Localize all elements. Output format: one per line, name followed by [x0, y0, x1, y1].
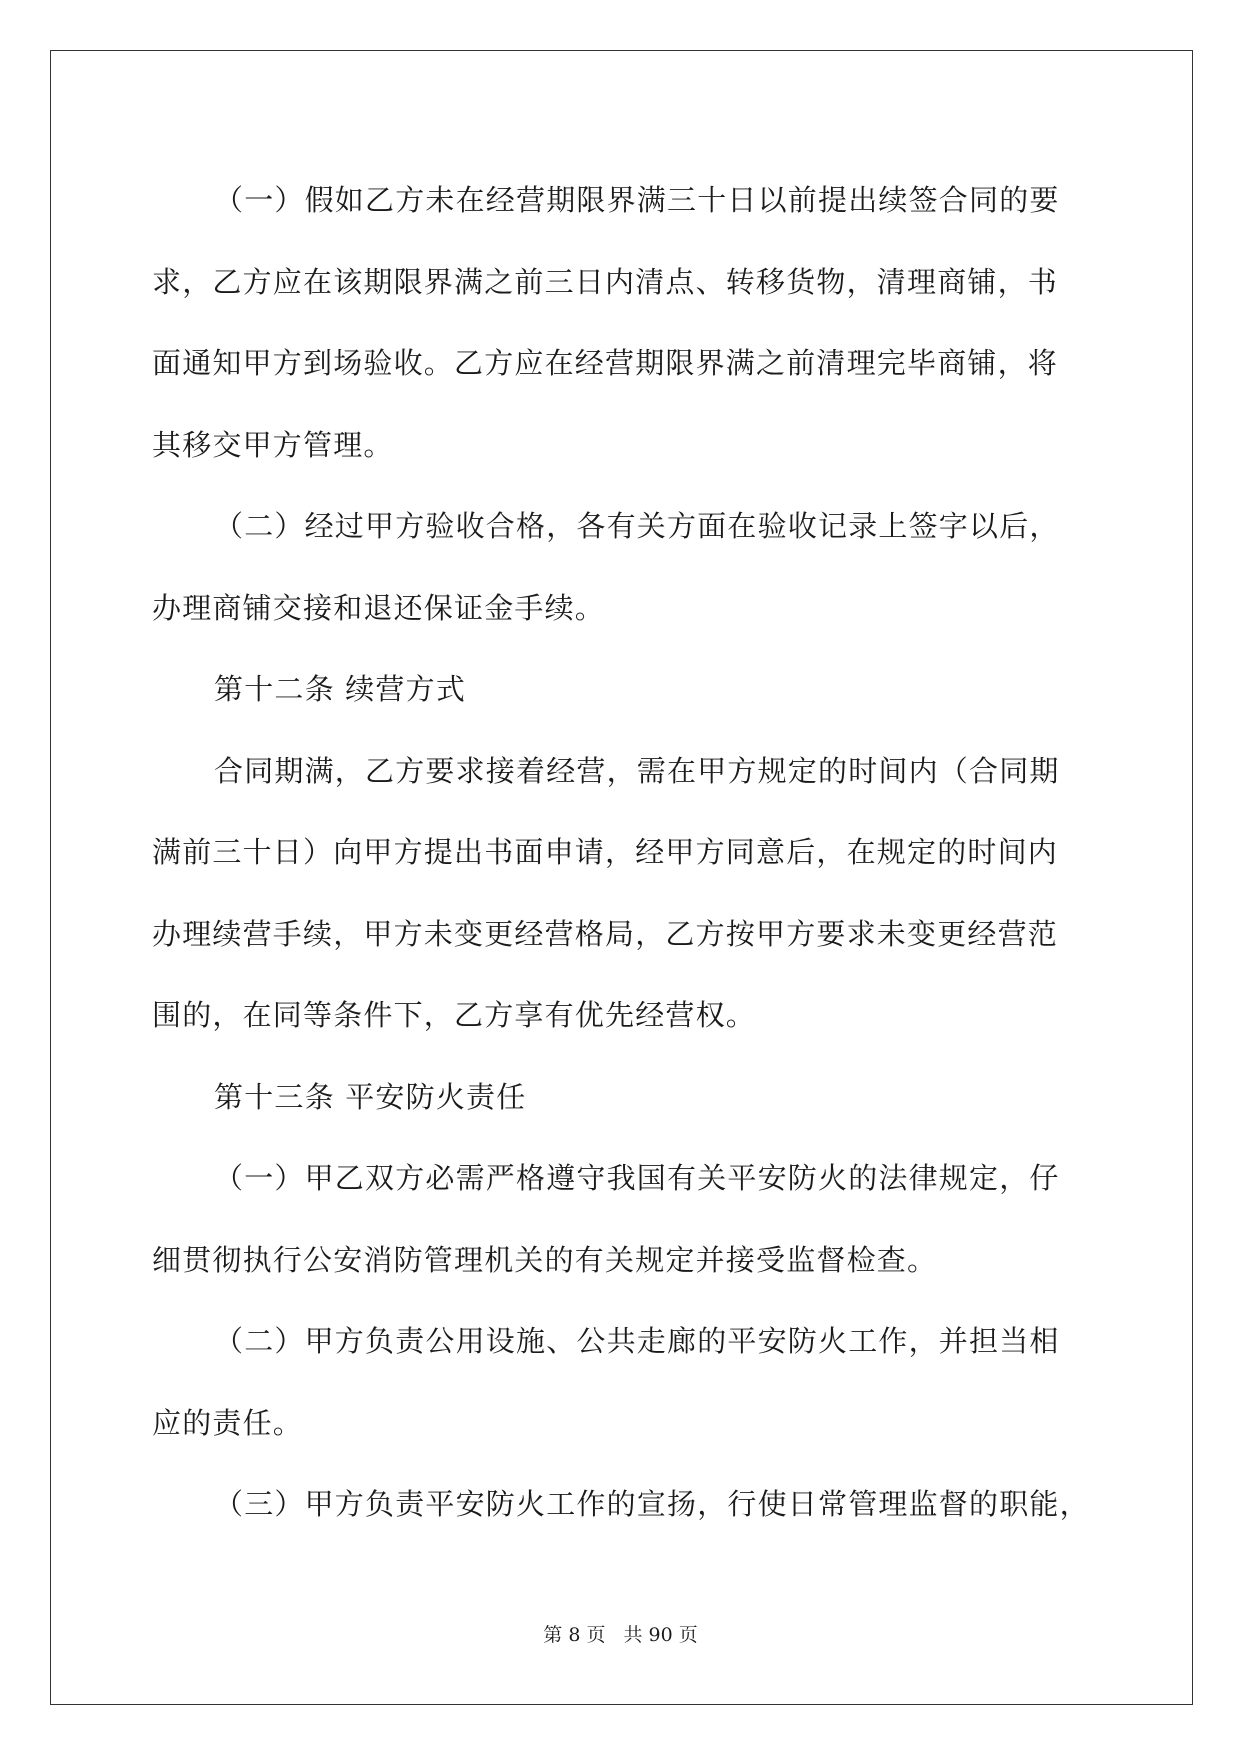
paragraph-text [152, 160, 1089, 1546]
text-line: 办理商铺交接和退还保证金手续。 [152, 590, 606, 625]
section-heading: 第十三条 平安防火责任 [214, 1079, 527, 1114]
section-heading: 第十二条 续营方式 [214, 672, 467, 706]
text-line: 细贯彻执行公安消防管理机关的有关规定并接受监督检查。 [152, 1242, 938, 1277]
text-line: 围的，在同等条件下，乙方享有优先经营权。 [152, 998, 757, 1032]
text-line: 求，乙方应在该期限界满之前三日内清点、转移货物，清理商铺，书 [152, 264, 1059, 299]
text-line: 应的责任。 [152, 1405, 304, 1440]
text-line: 面通知甲方到场验收。乙方应在经营期限界满之前清理完毕商铺，将 [152, 346, 1059, 380]
text-line: 办理续营手续，甲方未变更经营格局，乙方按甲方要求未变更经营范 [152, 916, 1059, 951]
text-line: （二）经过甲方验收合格，各有关方面在验收记录上签字以后， [214, 509, 1060, 543]
page-footer [0, 1620, 1241, 1647]
text-line: 合同期满，乙方要求接着经营，需在甲方规定的时间内（合同期 [214, 753, 1060, 788]
text-line: （三）甲方负责平安防火工作的宣扬，行使日常管理监督的职能， [214, 1487, 1090, 1521]
text-line: （一）甲乙双方必需严格遵守我国有关平安防火的法律规定，仔 [214, 1161, 1060, 1195]
document-body [152, 160, 1089, 1546]
page-number: 第 8 页 [543, 1624, 606, 1646]
text-line: 其移交甲方管理。 [152, 427, 394, 462]
page-total: 共 90 页 [623, 1624, 698, 1646]
text-line: （一）假如乙方未在经营期限界满三十日以前提出续签合同的要 [214, 183, 1060, 217]
text-line: （二）甲方负责公用设施、公共走廊的平安防火工作，并担当相 [214, 1324, 1060, 1358]
text-line: 满前三十日）向甲方提出书面申请，经甲方同意后，在规定的时间内 [152, 835, 1059, 869]
